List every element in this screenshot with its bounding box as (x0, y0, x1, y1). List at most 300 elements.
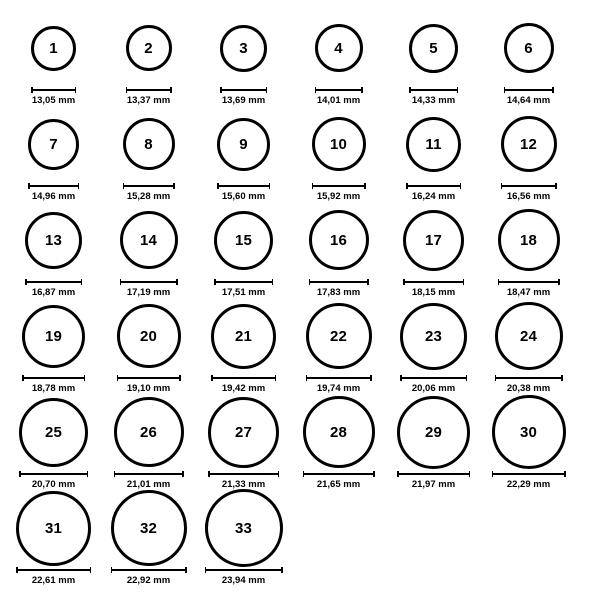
ring-size-label: 15 (234, 231, 253, 249)
diameter-measure-line (211, 375, 276, 381)
measure-tick-right (466, 375, 468, 381)
measure-tick-left (495, 375, 497, 381)
diameter-value: 21,33 mm (221, 479, 266, 490)
ring-circle-wrapper (25, 202, 82, 278)
ring-circle-wrapper (16, 490, 91, 566)
ring-circle-wrapper (309, 202, 369, 278)
measure-tick-left (309, 279, 311, 285)
ring-size-cell (481, 202, 576, 298)
ring-size-label: 5 (429, 39, 438, 57)
measure-bar (492, 473, 566, 475)
diameter-measure-line (208, 471, 279, 477)
ring-size-label: 25 (44, 423, 63, 441)
measure-tick-right (469, 471, 471, 477)
diameter-measure-line (25, 279, 82, 285)
diameter-measure-line (31, 87, 76, 93)
measure-tick-left (501, 183, 503, 189)
measure-bar (504, 89, 554, 91)
diameter-measure-line (492, 471, 566, 477)
diameter-value: 13,05 mm (31, 95, 76, 106)
measure-tick-left (22, 375, 24, 381)
diameter-value: 18,78 mm (31, 383, 76, 394)
measure-tick-left (16, 567, 18, 573)
ring-size-cell (481, 298, 576, 394)
diameter-value: 22,61 mm (31, 575, 76, 586)
measure-bar (214, 281, 273, 283)
ring-circle-icon (16, 491, 91, 566)
diameter-value: 19,74 mm (316, 383, 361, 394)
diameter-value: 17,83 mm (316, 287, 361, 298)
measure-tick-right (173, 183, 175, 189)
ring-circle-wrapper (111, 490, 187, 566)
ring-circle-icon (111, 490, 187, 566)
measure-tick-left (504, 87, 506, 93)
measure-tick-left (406, 183, 408, 189)
diameter-measure-line (315, 87, 363, 93)
ring-circle-wrapper (397, 394, 470, 470)
ring-circle-wrapper (303, 394, 375, 470)
ring-circle-icon (303, 396, 375, 468)
ring-size-label: 29 (424, 423, 443, 441)
ring-circle-wrapper (312, 106, 366, 182)
measure-bar (400, 377, 467, 379)
measure-tick-left (303, 471, 305, 477)
ring-circle-icon (400, 303, 467, 370)
diameter-measure-line (114, 471, 184, 477)
diameter-value: 22,29 mm (506, 479, 551, 490)
diameter-value: 20,70 mm (31, 479, 76, 490)
measure-bar (31, 89, 76, 91)
measure-tick-left (111, 567, 113, 573)
measure-bar (120, 281, 178, 283)
ring-circle-wrapper (208, 394, 279, 470)
diameter-value: 18,15 mm (411, 287, 456, 298)
ring-circle-icon (123, 118, 175, 170)
diameter-value: 18,47 mm (506, 287, 551, 298)
ring-circle-wrapper (123, 106, 175, 182)
measure-tick-left (117, 375, 119, 381)
diameter-measure-line (205, 567, 283, 573)
diameter-measure-line (126, 87, 172, 93)
ring-size-label: 23 (424, 327, 443, 345)
ring-size-cell (101, 10, 196, 106)
diameter-value: 15,28 mm (126, 191, 171, 202)
ring-circle-icon (504, 23, 554, 73)
ring-circle-wrapper (220, 10, 267, 86)
diameter-value: 21,01 mm (126, 479, 171, 490)
diameter-measure-line (495, 375, 563, 381)
ring-circle-wrapper (504, 10, 554, 86)
diameter-value: 17,19 mm (126, 287, 171, 298)
ring-circle-icon (403, 210, 464, 271)
measure-tick-right (558, 279, 560, 285)
ring-circle-icon (220, 25, 267, 72)
ring-circle-icon (409, 24, 458, 73)
measure-tick-right (561, 375, 563, 381)
ring-size-label: 1 (49, 39, 58, 57)
diameter-measure-line (409, 87, 458, 93)
ring-circle-icon (31, 26, 76, 71)
ring-circle-wrapper (211, 298, 276, 374)
measure-bar (208, 473, 279, 475)
ring-size-cell (386, 10, 481, 106)
measure-tick-left (306, 375, 308, 381)
measure-bar (403, 281, 464, 283)
ring-size-label: 2 (144, 39, 153, 57)
measure-tick-right (463, 279, 465, 285)
measure-tick-right (87, 471, 89, 477)
measure-tick-left (400, 375, 402, 381)
ring-circle-wrapper (495, 298, 563, 374)
ring-circle-icon (214, 211, 273, 270)
ring-size-cell (6, 10, 101, 106)
measure-tick-right (90, 567, 92, 573)
measure-bar (16, 569, 91, 571)
ring-circle-wrapper (117, 298, 181, 374)
ring-size-label: 32 (139, 519, 158, 537)
measure-tick-left (312, 183, 314, 189)
ring-size-label: 26 (139, 423, 158, 441)
ring-circle-wrapper (306, 298, 372, 374)
measure-tick-left (120, 279, 122, 285)
measure-bar (111, 569, 187, 571)
ring-circle-icon (205, 489, 283, 567)
measure-tick-right (78, 183, 80, 189)
diameter-value: 21,65 mm (316, 479, 361, 490)
ring-circle-icon (19, 398, 88, 467)
ring-circle-wrapper (214, 202, 273, 278)
ring-circle-icon (208, 397, 279, 468)
diameter-measure-line (22, 375, 85, 381)
ring-size-label: 9 (239, 135, 248, 153)
ring-size-cell (101, 490, 196, 586)
diameter-measure-line (306, 375, 372, 381)
ring-circle-wrapper (217, 106, 270, 182)
ring-circle-icon (126, 25, 172, 71)
ring-circle-icon (315, 24, 363, 72)
diameter-measure-line (498, 279, 560, 285)
diameter-value: 17,51 mm (221, 287, 266, 298)
measure-bar (501, 185, 557, 187)
ring-size-label: 10 (329, 135, 348, 153)
measure-tick-right (367, 279, 369, 285)
diameter-value: 20,38 mm (506, 383, 551, 394)
measure-tick-right (373, 471, 375, 477)
measure-tick-left (205, 567, 207, 573)
ring-size-cell (101, 106, 196, 202)
ring-circle-icon (495, 302, 563, 370)
diameter-measure-line (217, 183, 270, 189)
ring-size-cell (6, 202, 101, 298)
ring-size-label: 16 (329, 231, 348, 249)
ring-circle-wrapper (126, 10, 172, 86)
ring-size-cell (481, 106, 576, 202)
measure-tick-left (31, 87, 33, 93)
ring-circle-wrapper (409, 10, 458, 86)
ring-size-cell (291, 106, 386, 202)
ring-circle-icon (312, 117, 366, 171)
measure-tick-right (272, 279, 274, 285)
measure-bar (495, 377, 563, 379)
ring-circle-icon (498, 209, 560, 271)
measure-tick-left (25, 279, 27, 285)
diameter-measure-line (400, 375, 467, 381)
ring-size-cell (196, 298, 291, 394)
diameter-value: 19,10 mm (126, 383, 171, 394)
measure-tick-right (564, 471, 566, 477)
diameter-measure-line (28, 183, 79, 189)
ring-size-row (6, 298, 594, 394)
measure-tick-right (278, 471, 280, 477)
ring-circle-wrapper (406, 106, 461, 182)
ring-size-label: 20 (139, 327, 158, 345)
measure-tick-right (370, 375, 372, 381)
measure-tick-right (179, 375, 181, 381)
ring-size-label: 11 (425, 135, 442, 153)
measure-tick-right (170, 87, 172, 93)
measure-tick-right (275, 375, 277, 381)
measure-bar (25, 281, 82, 283)
measure-tick-right (281, 567, 283, 573)
measure-bar (315, 89, 363, 91)
measure-bar (217, 185, 270, 187)
measure-bar (397, 473, 470, 475)
diameter-value: 14,64 mm (506, 95, 551, 106)
diameter-value: 15,92 mm (316, 191, 361, 202)
measure-bar (498, 281, 560, 283)
ring-size-label: 33 (234, 519, 253, 537)
ring-size-label: 18 (519, 231, 538, 249)
ring-size-row (6, 202, 594, 298)
measure-tick-right (457, 87, 459, 93)
measure-tick-left (126, 87, 128, 93)
measure-tick-right (555, 183, 557, 189)
measure-tick-left (492, 471, 494, 477)
measure-tick-left (403, 279, 405, 285)
diameter-measure-line (312, 183, 366, 189)
ring-size-label: 30 (519, 423, 538, 441)
measure-tick-left (123, 183, 125, 189)
ring-circle-wrapper (492, 394, 566, 470)
ring-size-cell (291, 10, 386, 106)
diameter-value: 15,60 mm (221, 191, 266, 202)
measure-tick-right (269, 183, 271, 189)
measure-bar (117, 377, 181, 379)
ring-circle-wrapper (400, 298, 467, 374)
measure-tick-left (19, 471, 21, 477)
ring-size-cell (386, 394, 481, 490)
measure-bar (123, 185, 175, 187)
measure-bar (406, 185, 461, 187)
ring-size-label: 6 (524, 39, 533, 57)
ring-size-row (6, 10, 594, 106)
measure-tick-right (75, 87, 77, 93)
ring-circle-icon (25, 212, 82, 269)
ring-circle-wrapper (31, 10, 76, 86)
ring-size-label: 7 (49, 135, 58, 153)
diameter-value: 14,33 mm (411, 95, 456, 106)
diameter-measure-line (123, 183, 175, 189)
ring-size-cell (386, 202, 481, 298)
measure-tick-left (498, 279, 500, 285)
ring-circle-icon (406, 117, 461, 172)
ring-size-cell (6, 394, 101, 490)
measure-tick-right (552, 87, 554, 93)
ring-circle-wrapper (403, 202, 464, 278)
ring-size-label: 28 (329, 423, 348, 441)
ring-size-label: 19 (44, 327, 63, 345)
ring-circle-icon (114, 397, 184, 467)
measure-tick-left (214, 279, 216, 285)
ring-size-cell (481, 394, 576, 490)
ring-size-label: 8 (144, 135, 153, 153)
ring-size-cell (196, 394, 291, 490)
ring-size-label: 12 (519, 135, 538, 153)
diameter-measure-line (403, 279, 464, 285)
measure-tick-left (208, 471, 210, 477)
ring-size-label: 22 (329, 327, 348, 345)
diameter-measure-line (406, 183, 461, 189)
ring-size-label: 14 (139, 231, 158, 249)
ring-size-cell (386, 106, 481, 202)
ring-circle-wrapper (120, 202, 178, 278)
diameter-measure-line (220, 87, 267, 93)
ring-circle-icon (306, 303, 372, 369)
ring-circle-icon (501, 116, 557, 172)
ring-circle-wrapper (114, 394, 184, 470)
diameter-measure-line (504, 87, 554, 93)
ring-size-cell (291, 394, 386, 490)
measure-tick-right (182, 471, 184, 477)
diameter-measure-line (117, 375, 181, 381)
diameter-measure-line (397, 471, 470, 477)
ring-circle-icon (492, 395, 566, 469)
measure-bar (126, 89, 172, 91)
measure-tick-right (361, 87, 363, 93)
ring-circle-wrapper (28, 106, 79, 182)
measure-tick-right (176, 279, 178, 285)
ring-size-label: 17 (424, 231, 443, 249)
diameter-measure-line (303, 471, 375, 477)
measure-bar (312, 185, 366, 187)
measure-bar (409, 89, 458, 91)
measure-bar (306, 377, 372, 379)
measure-tick-left (220, 87, 222, 93)
diameter-value: 16,87 mm (31, 287, 76, 298)
ring-size-cell (6, 490, 101, 586)
ring-size-cell (481, 10, 576, 106)
diameter-value: 22,92 mm (126, 575, 171, 586)
ring-circle-icon (397, 396, 470, 469)
ring-circle-icon (211, 304, 276, 369)
ring-circle-wrapper (22, 298, 85, 374)
measure-bar (309, 281, 369, 283)
ring-size-cell (196, 490, 291, 586)
ring-circle-wrapper (205, 490, 283, 566)
diameter-measure-line (214, 279, 273, 285)
diameter-measure-line (120, 279, 178, 285)
ring-circle-wrapper (498, 202, 560, 278)
ring-size-row (6, 394, 594, 490)
ring-circle-wrapper (315, 10, 363, 86)
ring-size-cell (101, 202, 196, 298)
measure-tick-left (315, 87, 317, 93)
diameter-value: 19,42 mm (221, 383, 266, 394)
diameter-value: 16,24 mm (411, 191, 456, 202)
ring-circle-wrapper (19, 394, 88, 470)
ring-size-label: 24 (519, 327, 538, 345)
diameter-value: 20,06 mm (411, 383, 456, 394)
measure-tick-left (217, 183, 219, 189)
ring-size-cell (101, 394, 196, 490)
ring-size-cell (6, 298, 101, 394)
ring-size-cell (291, 202, 386, 298)
measure-bar (211, 377, 276, 379)
ring-size-row (6, 106, 594, 202)
ring-circle-icon (217, 118, 270, 171)
diameter-measure-line (501, 183, 557, 189)
measure-tick-left (114, 471, 116, 477)
ring-size-label: 3 (239, 39, 248, 57)
ring-size-label: 4 (334, 39, 343, 57)
ring-circle-wrapper (501, 106, 557, 182)
ring-circle-icon (28, 119, 79, 170)
measure-tick-left (28, 183, 30, 189)
measure-tick-right (266, 87, 268, 93)
ring-size-cell (196, 202, 291, 298)
ring-size-cell (101, 298, 196, 394)
diameter-measure-line (111, 567, 187, 573)
ring-size-cell (196, 106, 291, 202)
diameter-measure-line (19, 471, 88, 477)
diameter-measure-line (309, 279, 369, 285)
measure-bar (205, 569, 283, 571)
diameter-value: 13,37 mm (126, 95, 171, 106)
measure-tick-left (397, 471, 399, 477)
ring-size-label: 13 (44, 231, 63, 249)
measure-bar (19, 473, 88, 475)
measure-bar (220, 89, 267, 91)
measure-bar (303, 473, 375, 475)
ring-circle-icon (309, 210, 369, 270)
measure-tick-right (364, 183, 366, 189)
diameter-value: 13,69 mm (221, 95, 266, 106)
ring-size-cell (386, 298, 481, 394)
diameter-value: 14,01 mm (316, 95, 361, 106)
measure-bar (22, 377, 85, 379)
measure-bar (114, 473, 184, 475)
ring-size-cell (6, 106, 101, 202)
ring-size-label: 31 (44, 519, 63, 537)
measure-tick-right (81, 279, 83, 285)
ring-size-cell (291, 298, 386, 394)
measure-tick-left (409, 87, 411, 93)
diameter-value: 14,96 mm (31, 191, 76, 202)
measure-bar (28, 185, 79, 187)
ring-circle-icon (117, 304, 181, 368)
measure-tick-left (211, 375, 213, 381)
diameter-value: 21,97 mm (411, 479, 456, 490)
measure-tick-right (185, 567, 187, 573)
diameter-measure-line (16, 567, 91, 573)
ring-size-cell (196, 10, 291, 106)
ring-size-label: 21 (234, 327, 253, 345)
measure-tick-right (84, 375, 86, 381)
ring-size-label: 27 (234, 423, 253, 441)
diameter-value: 16,56 mm (506, 191, 551, 202)
ring-circle-icon (22, 305, 85, 368)
ring-size-row (6, 490, 594, 586)
